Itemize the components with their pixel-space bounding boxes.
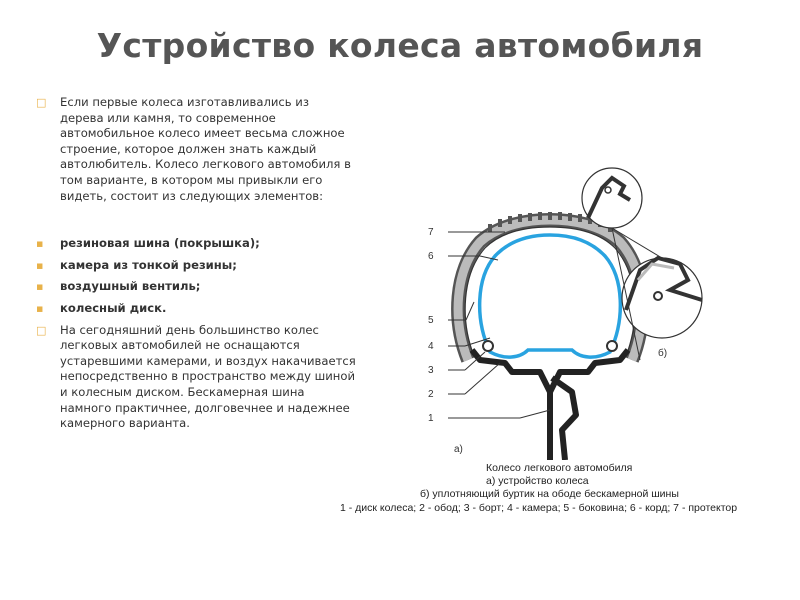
bullet-icon: ▪ [36, 301, 44, 315]
label-6: 6 [428, 251, 434, 262]
sub-b-label: б) [658, 348, 668, 359]
label-1: 1 [428, 413, 434, 424]
sub-a-label: а) [454, 444, 463, 455]
list-item [36, 236, 356, 252]
caption-legend: 1 - диск колеса; 2 - обод; 3 - борт; 4 - камера; 5 - боковина; 6 - корд; 7 - протектор [340, 502, 738, 514]
text-body [36, 95, 356, 432]
label-5: 5 [428, 315, 434, 326]
caption-line: Колесо легкового автомобиля [486, 462, 633, 474]
list-item [36, 258, 356, 274]
label-2: 2 [428, 389, 434, 400]
bullet-icon: ▪ [36, 258, 44, 272]
conclusion-paragraph [36, 323, 356, 432]
intro-text: Если первые колеса изготавливались из дерева или камня, то современное автомобильное колесо имеет весьма сложное строение, которое должен знать каждый автолюбитель. Колесо легкового автомобиля в том варианте, в котором мы привыкли его видеть, состоит из следующих элементов: [60, 95, 351, 203]
detail-bottom-circle [622, 258, 702, 338]
list-item-text: камера из тонкой резины; [60, 257, 237, 272]
label-3: 3 [428, 365, 434, 376]
list-item-text: резиновая шина (покрышка); [60, 236, 260, 251]
bullet-icon: ▪ [36, 280, 44, 294]
caption-line: б) уплотняющий буртик на ободе бескамерной шины [420, 488, 679, 500]
detail-top-circle [582, 168, 642, 228]
page-title: Устройство колеса автомобиля [96, 26, 704, 65]
bullet-icon: □ [36, 323, 47, 337]
inner-tube [480, 235, 621, 357]
list-item-text: колесный диск. [60, 300, 167, 315]
list-item [36, 279, 356, 295]
list-item-text: воздушный вентиль; [60, 279, 201, 294]
intro-paragraph [36, 95, 356, 204]
wheel-figure [340, 160, 800, 530]
list-item [36, 301, 356, 317]
disc [552, 378, 576, 460]
wheel-diagram [340, 160, 800, 460]
label-7: 7 [428, 227, 434, 238]
conclusion-text: На сегодняшний день большинство колес легковых автомобилей не оснащаются устаревшими камерами, и воздух накачивается непосредственно в пространство между шиной и колесным диском. Бескамерная шина намного практичнее, долговечнее и надежнее камерного варианта. [60, 322, 356, 431]
caption-line: а) устройство колеса [486, 475, 589, 487]
bullet-icon: ▪ [36, 237, 44, 251]
label-4: 4 [428, 341, 434, 352]
bullet-icon: □ [36, 96, 47, 109]
